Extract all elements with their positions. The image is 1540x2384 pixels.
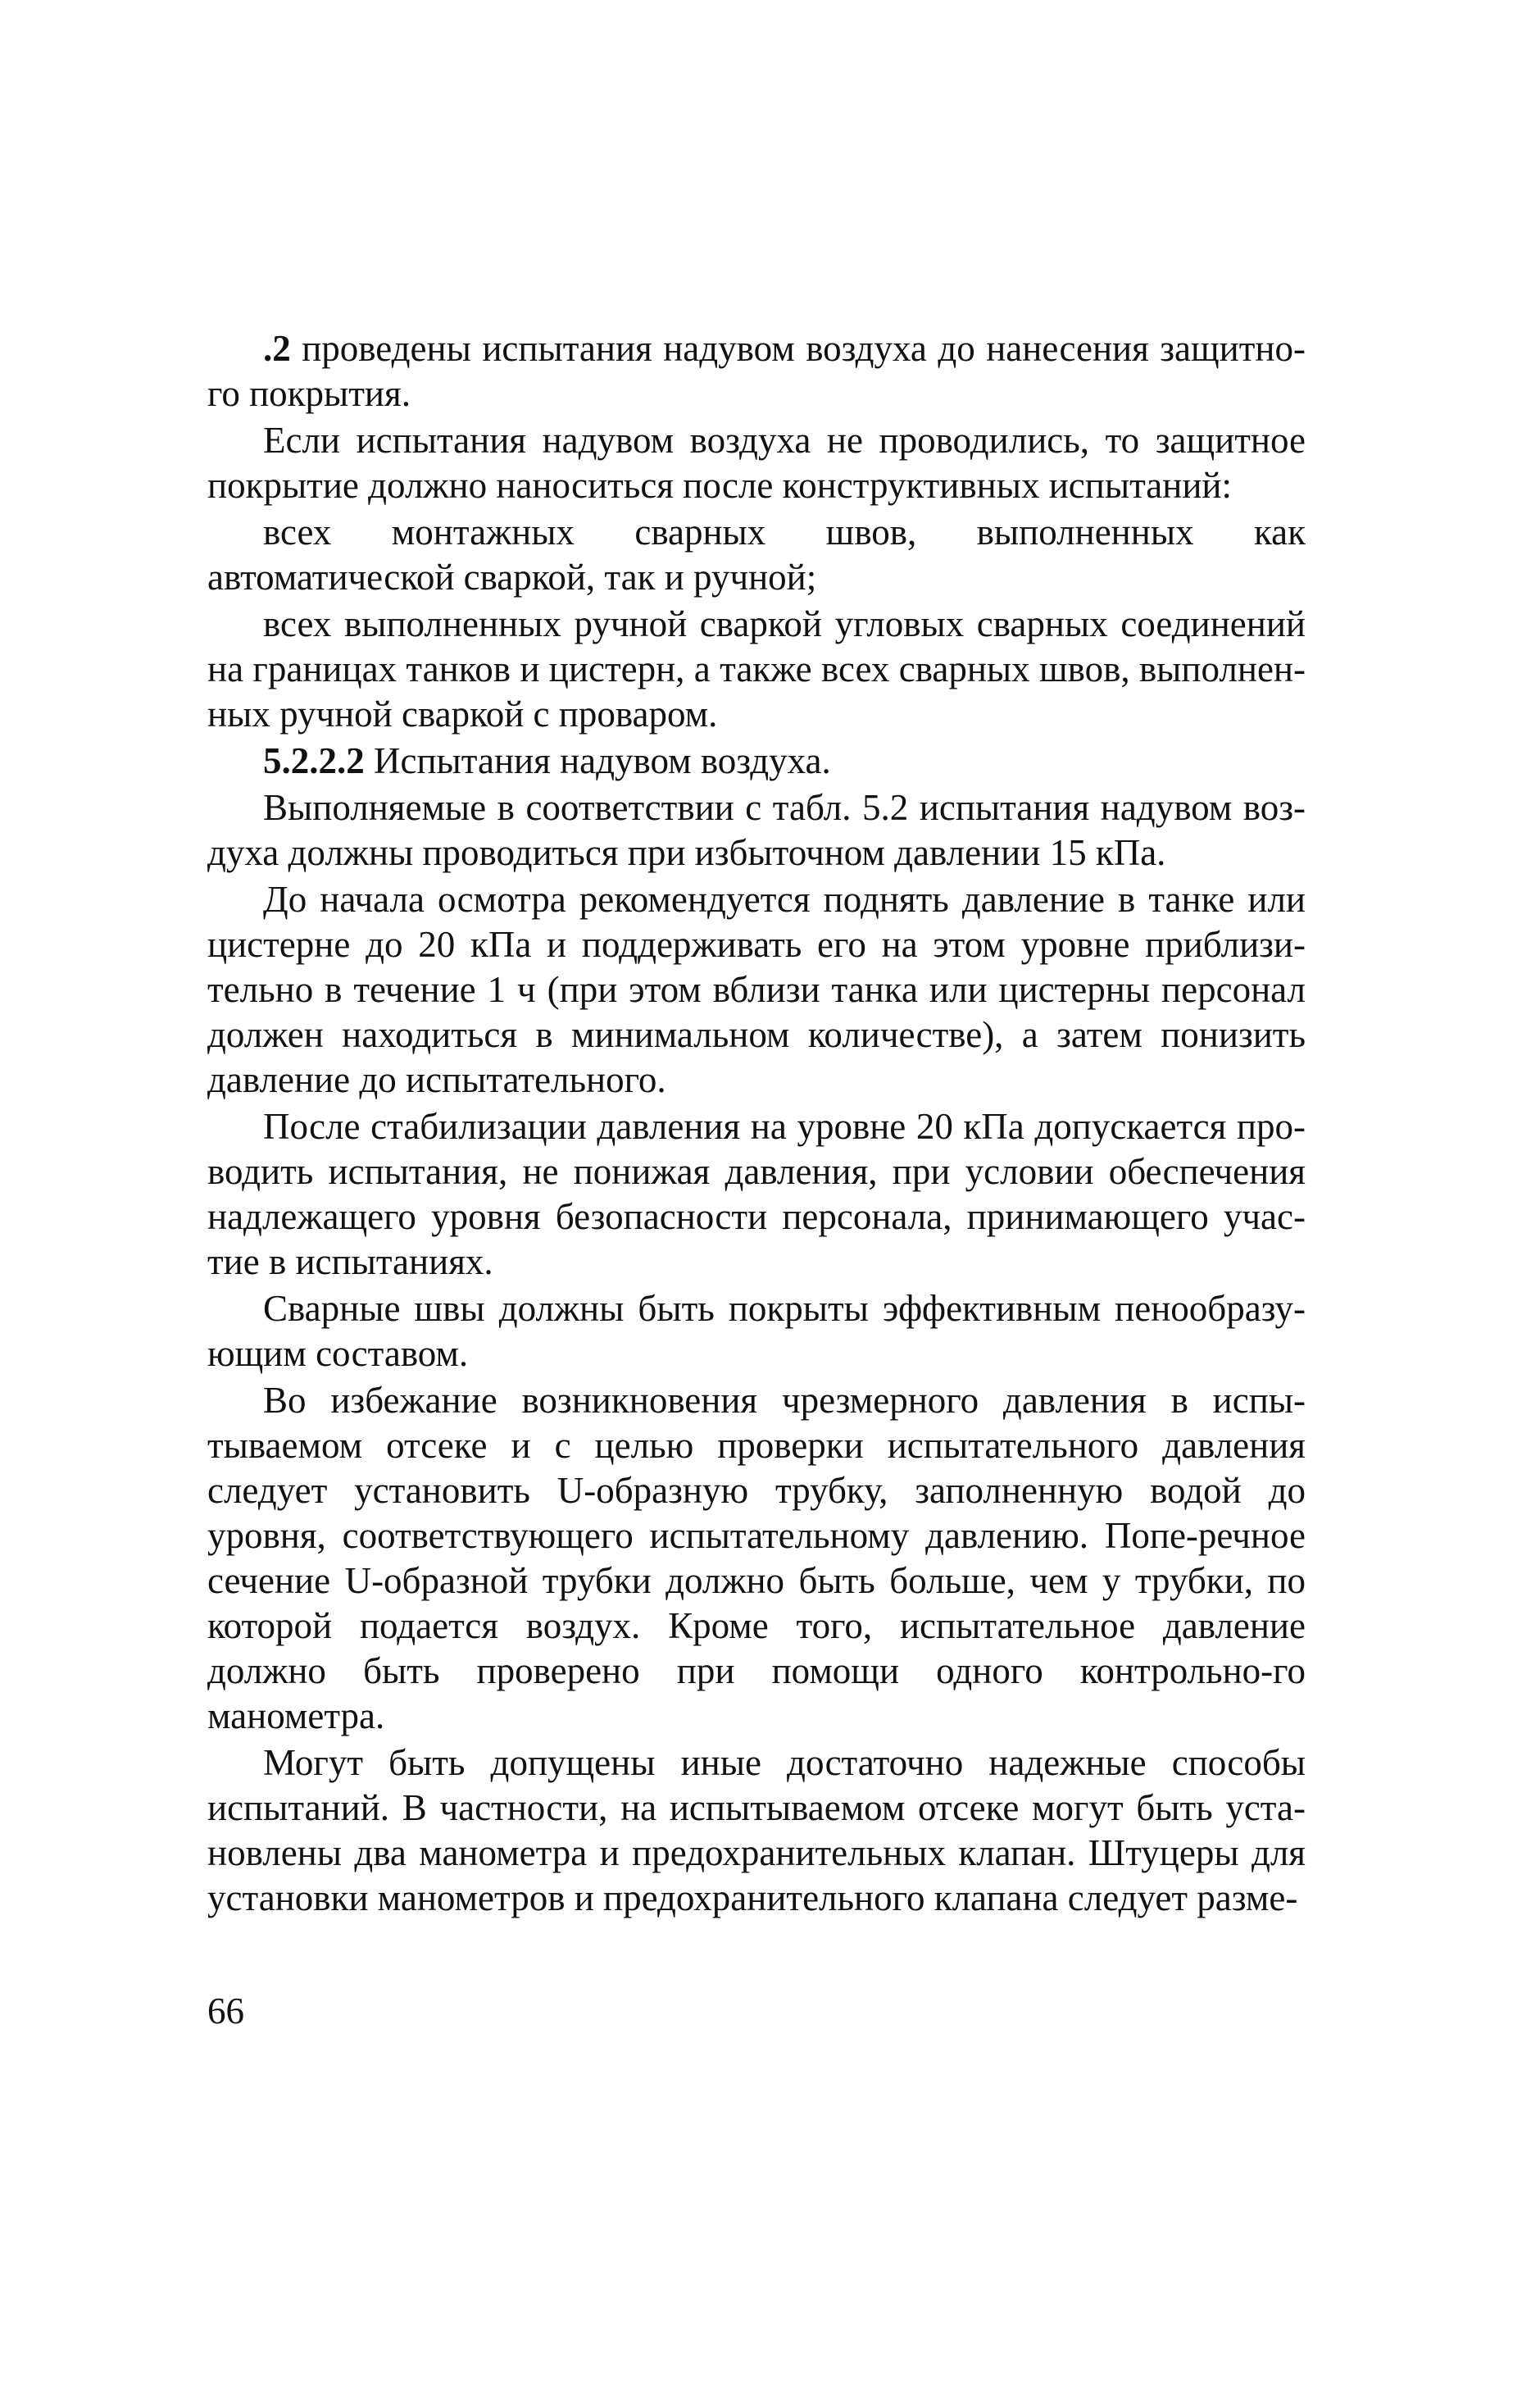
paragraph-text: До начала осмотра рекомендуется поднять давление в танке или цистерне до 20 кПа и поддерживать его на этом уровне приблизи-тельно в течение 1 ч (при этом вблизи танка или цистерны персонал должен находиться в минимальном количестве), а затем понизить давление до испытательного. bbox=[207, 879, 1306, 1100]
paragraph-text: Выполняемые в соответствии с табл. 5.2 испытания надувом воз-духа должны проводиться при избыточном давлении 15 кПа. bbox=[207, 787, 1306, 873]
paragraph-text: всех выполненных ручной сваркой угловых сварных соединений на границах танков и цистерн, а также всех сварных швов, выполнен-ных ручной сваркой с проваром. bbox=[207, 603, 1306, 735]
paragraph-u-tube bbox=[207, 1378, 1306, 1739]
paragraph-manual-welds bbox=[207, 602, 1306, 737]
paragraph-text: Если испытания надувом воздуха не проводились, то защитное покрытие должно наноситься после конструктивных испытаний: bbox=[207, 420, 1306, 506]
paragraph-pressure-15 bbox=[207, 785, 1306, 876]
document-body bbox=[207, 326, 1306, 1922]
paragraph-number: .2 bbox=[263, 328, 291, 369]
paragraph-mounting-welds bbox=[207, 510, 1306, 600]
section-heading-5222 bbox=[207, 739, 1306, 784]
paragraph-text: Могут быть допущены иные достаточно надежные способы испытаний. В частности, на испытываемом отсеке могут быть уста-новлены два манометра и предохранительных клапан. Штуцеры для установки манометров и предохранительного клапана следует разме- bbox=[207, 1742, 1306, 1918]
paragraph-foam bbox=[207, 1286, 1306, 1376]
paragraph-text: проведены испытания надувом воздуха до нанесения защитно-го покрытия. bbox=[207, 328, 1306, 414]
page-number: 66 bbox=[207, 1990, 244, 2031]
paragraph-if-no-test bbox=[207, 418, 1306, 508]
paragraph-other-methods bbox=[207, 1740, 1306, 1921]
paragraph-text: всех монтажных сварных швов, выполненных как автоматической сваркой, так и ручной; bbox=[207, 512, 1306, 598]
paragraph-text: Сварные швы должны быть покрыты эффективным пенообразу-ющим составом. bbox=[207, 1288, 1306, 1374]
paragraph-before-inspection bbox=[207, 877, 1306, 1103]
paragraph-after-stabilization bbox=[207, 1104, 1306, 1285]
section-number: 5.2.2.2 bbox=[263, 740, 365, 781]
section-title: Испытания надувом воздуха. bbox=[364, 740, 831, 781]
paragraph-text: После стабилизации давления на уровне 20 кПа допускается про-водить испытания, не понижая давления, при условии обеспечения надлежащего уровня безопасности персонала, принимающего учас-тие в испытаниях. bbox=[207, 1106, 1306, 1282]
paragraph-text: Во избежание возникновения чрезмерного давления в испы-тываемом отсеке и с целью проверки испытательного давления следует установить U-образную трубку, заполненную водой до уровня, соответствующего испытательному давлению. Попе-речное сечение U-образной трубки должно быть больше, чем у трубки, по которой подается воздух. Кроме того, испытательное давление должно быть проверено при помощи одного контрольно-го манометра. bbox=[207, 1380, 1306, 1736]
paragraph-item-2 bbox=[207, 326, 1306, 416]
